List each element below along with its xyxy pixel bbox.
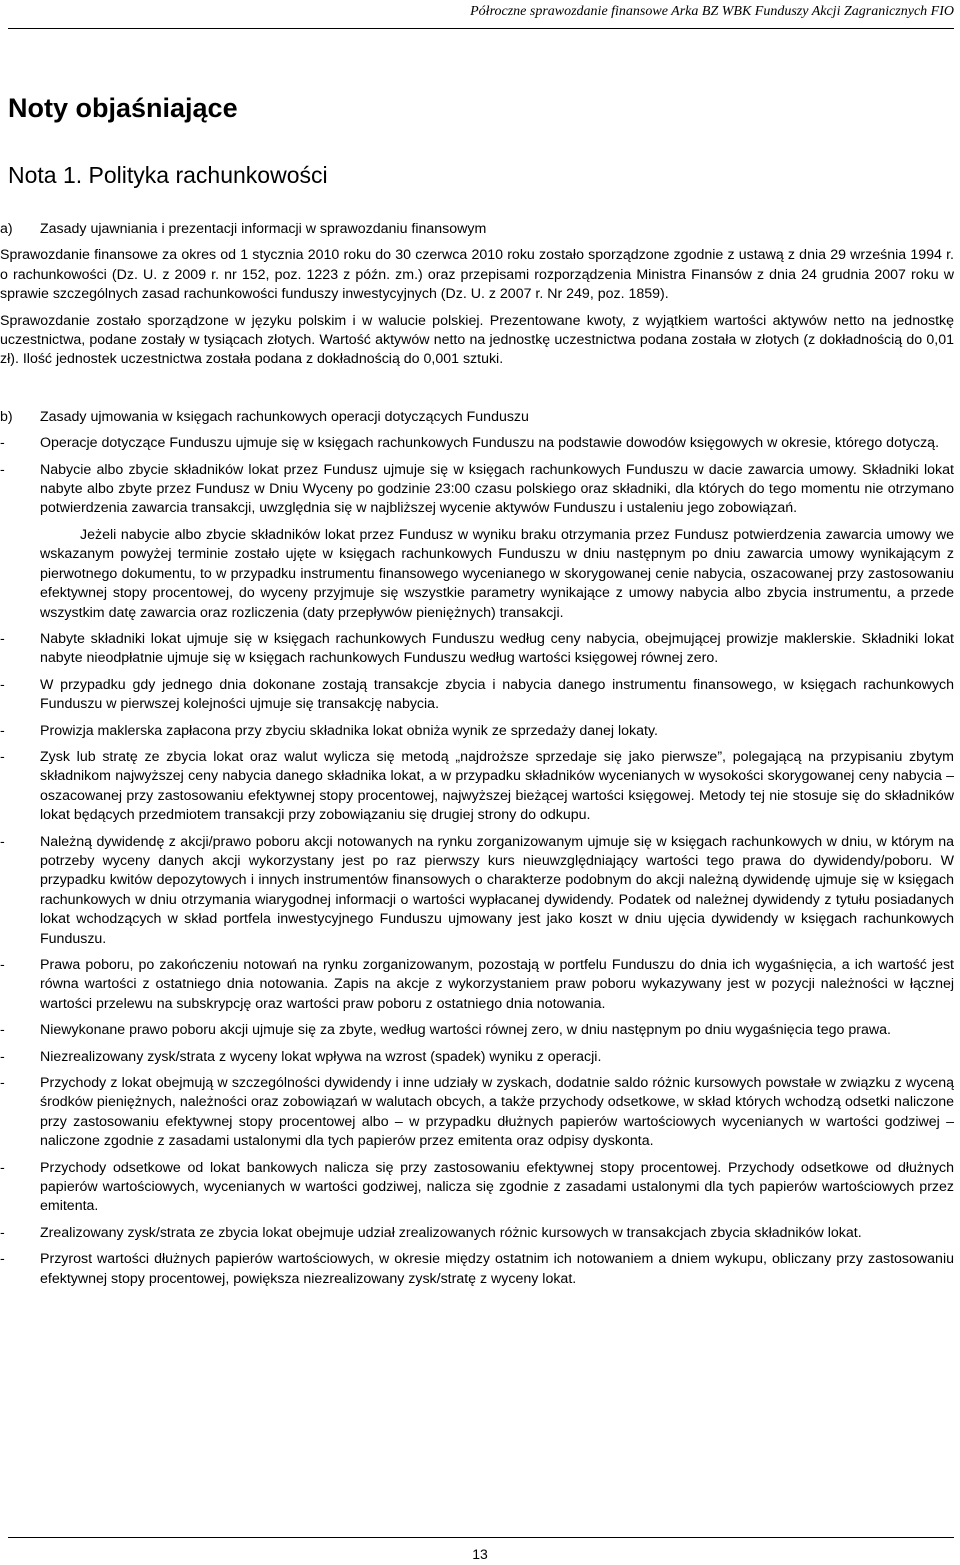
- list-item-text: Prowizja maklerska zapłacona przy zbyciu składnika lokat obniża wynik ze sprzedaży danej lokaty.: [40, 722, 658, 739]
- list-item: [0, 1048, 954, 1067]
- section-b-letter: b): [0, 408, 13, 425]
- section-a: [0, 220, 954, 370]
- list-item: [0, 461, 954, 623]
- list-item: [0, 1159, 954, 1217]
- list-item: [0, 1224, 954, 1243]
- list-marker: -: [0, 435, 5, 452]
- list-item-text: Niewykonane prawo poboru akcji ujmuje się za zbyte, według wartości równej zero, w dniu następnym po dniu wygaśnięcia tego prawa.: [40, 1022, 891, 1039]
- list-marker: -: [0, 748, 5, 765]
- footer-divider: [8, 1537, 954, 1538]
- header-divider: [8, 28, 954, 29]
- policy-list: [0, 434, 954, 1289]
- list-item-text: W przypadku gdy jednego dnia dokonane zostają transakcje zbycia i nabycia danego instrumentu finansowego, w księgach rachunkowych Funduszu w pierwszej kolejności ujmuje się transakcję nabycia.: [40, 676, 954, 713]
- section-a-letter: a): [0, 221, 13, 237]
- section-a-paragraph: Sprawozdanie zostało sporządzone w języku polskim i w walucie polskiej. Prezentowane kwoty, z wyjątkiem wartości aktywów netto na jednostkę uczestnictwa, podane zostały w tysiącach złotych. Wartość aktywów netto na jednostkę uczestnictwa podana została w złotych (z dokładnością do 0,01 zł). Ilość jednostek uczestnictwa została podana z dokładnością do 0,001 sztuki.: [0, 312, 954, 368]
- list-marker: -: [0, 1075, 5, 1092]
- list-marker: -: [0, 1251, 5, 1268]
- list-item-text: Przychody odsetkowe od lokat bankowych nalicza się przy zastosowaniu efektywnej stopy procentowej. Przychody odsetkowe od dłużnych papierów wartościowych, wycenianych w wartości godziwej, nalicza się zgodnie z zasadami ustalonymi dla tych papierów wartościowych przez emitenta.: [40, 1159, 954, 1215]
- section-a-title: Zasady ujawniania i prezentacji informacji w sprawozdaniu finansowym: [40, 221, 487, 237]
- list-item-text: Prawa poboru, po zakończeniu notowań na rynku zorganizowanym, pozostają w portfelu Funduszu do dnia ich wygaśnięcia, a ich wartość jest równa wartości z ostatniego dnia notowania. Zapis na akcje z wykorzystaniem praw poboru wykazywany jest w pozycji należności w łącznej wartości przelewu na subskrypcję oraz wartości praw poboru z ostatniego dnia notowania.: [40, 957, 954, 1012]
- list-item-text: Zysk lub stratę ze zbycia lokat oraz walut wylicza się metodą „najdroższe sprzedaje się jako pierwsze”, polegającą na przypisaniu zbytym składnikom najwyższej ceny nabycia danego składnika lokat, a w przypadku składników wycenianych w wysokości skorygowanej ceny nabycia – oszacowanej przy zastosowaniu efektywnej stopy procentowej, najwyższej bieżącej wartości księgowej. Metody tej nie stosuje się do składników lokat będących przedmiotem transakcji przy zobowiązaniu się drugiej strony do odkupu.: [40, 748, 954, 824]
- list-item: [0, 676, 954, 715]
- list-marker: -: [0, 722, 5, 739]
- running-header: Półroczne sprawozdanie finansowe Arka BZ WBK Funduszy Akcji Zagranicznych FIO: [470, 4, 954, 19]
- document-body: [0, 220, 954, 1289]
- page-title: Noty objaśniające: [8, 93, 238, 123]
- section-b: [0, 408, 954, 1289]
- list-item: [0, 956, 954, 1014]
- list-marker: -: [0, 461, 5, 478]
- list-item: [0, 1250, 954, 1289]
- list-item-text: Zrealizowany zysk/strata ze zbycia lokat obejmuje udział zrealizowanych różnic kursowych w transakcjach zbycia składników lokat.: [40, 1224, 862, 1241]
- list-marker: -: [0, 630, 5, 647]
- list-item-text: Należną dywidendę z akcji/prawo poboru akcji notowanych na rynku zorganizowanym ujmuje się w księgach rachunkowych w dniu, w którym na potrzeby wyceny danych akcji wykorzystany jest po raz pierwszy kurs nieuwzględniający wartości tego prawa do dywidendy/poboru. W przypadku kwitów depozytowych i innych instrumentów finansowych o charakterze podobnym do akcji należną dywidendę ujmuje się w księgach rachunkowych w dniu otrzymania wiarygodnej informacji o wartości wypłacanej dywidendy. Podatek od należnej dywidendy z tytułu posiadanych lokat wchodzących w skład portfela inwestycyjnego Funduszu ujmowany jest jako koszt w dniu ujęcia dywidendy w księgach rachunkowych Funduszu.: [40, 833, 954, 947]
- section-b-title: Zasady ujmowania w księgach rachunkowych operacji dotyczących Funduszu: [40, 408, 529, 425]
- list-marker: -: [0, 1022, 5, 1039]
- list-item: [0, 722, 954, 741]
- note-title: Nota 1. Polityka rachunkowości: [8, 162, 328, 188]
- list-marker: -: [0, 1159, 5, 1176]
- list-item-text: Niezrealizowany zysk/strata z wyceny lokat wpływa na wzrost (spadek) wyniku z operacji.: [40, 1048, 602, 1065]
- list-item: [0, 630, 954, 669]
- list-marker: -: [0, 1224, 5, 1241]
- list-marker: -: [0, 957, 5, 973]
- section-b-heading: [0, 408, 954, 427]
- list-marker: -: [0, 1048, 5, 1065]
- list-marker: -: [0, 676, 5, 693]
- list-item-text: Nabyte składniki lokat ujmuje się w księgach rachunkowych Funduszu według ceny nabycia, obejmującej prowizje maklerskie. Składniki lokat nabyte nieodpłatnie ujmuje się w księgach rachunkowych Funduszu według wartości księgowej równej zero.: [40, 630, 954, 667]
- list-item: [0, 434, 954, 453]
- list-item-text: Operacje dotyczące Funduszu ujmuje się w księgach rachunkowych Funduszu na podstawie dowodów księgowych w okresie, którego dotyczą.: [40, 435, 940, 452]
- list-item-subparagraph: Jeżeli nabycie albo zbycie składników lokat przez Fundusz w wyniku braku otrzymania przez Fundusz potwierdzenia zawarcia umowy we wskazanym powyżej terminie zostało ujęte w księgach rachunkowych Funduszu w dniu następnym po dniu zawarcia umowy wynikającym z pierwotnego dokumentu, to w przypadku instrumentu finansowego wycenianego w skorygowanej cenie nabycia, oszacowanej przy zastosowaniu efektywnej stopy procentowej, do wyceny przyjmuje się wszystkie parametry wynikające z umowy nabycia albo zbycia instrumentu, a przede wszystkim datę zawarcia oraz rozliczenia (daty przepływów pieniężnych) transakcji.: [40, 526, 954, 621]
- section-a-heading: [0, 220, 954, 239]
- list-item: [0, 748, 954, 826]
- list-item-text: Nabycie albo zbycie składników lokat przez Fundusz ujmuje się w księgach rachunkowych Funduszu w dacie zawarcia umowy. Składniki lokat nabyte albo zbyte przez Fundusz w Dniu Wyceny po godzinie 23:00 czasu polskiego oraz składniki, dla których do tego momentu nie otrzymano potwierdzenia zawarcia transakcji, uwzględnia się w najbliższej wycenie aktywów Funduszu i ustaleniu jego zobowiązań.: [40, 461, 954, 517]
- list-item-text: Przyrost wartości dłużnych papierów wartościowych, w okresie między ostatnim ich notowaniem a dniem wykupu, obliczany przy zastosowaniu efektywnej stopy procentowej, powiększa niezrealizowany zysk/stratę z wyceny lokat.: [40, 1251, 954, 1287]
- list-item: [0, 833, 954, 949]
- list-item-text: Przychody z lokat obejmują w szczególności dywidendy i inne udziały w zyskach, dodatnie saldo różnic kursowych powstałe w związku z wyceną środków pieniężnych, należności oraz zobowiązań w walutach obcych, a także przychody odsetkowe, w skład których wchodzą odsetki naliczone przy zastosowaniu efektywnej stopy procentowej albo – w przypadku dłużnych papierów wartościowych wycenianych w wartości godziwej – naliczone zgodnie z zasadami ustalonymi dla tych papierów przez emitenta oraz odpisy dyskonta.: [40, 1075, 954, 1150]
- section-a-paragraph: Sprawozdanie finansowe za okres od 1 stycznia 2010 roku do 30 czerwca 2010 roku zostało sporządzone zgodnie z ustawą z dnia 29 września 1994 r. o rachunkowości (Dz. U. z 2009 r. nr 152, poz. 1223 z późn. zm.) oraz przepisami rozporządzenia Ministra Finansów z dnia 24 grudnia 2007 roku w sprawie szczególnych zasad rachunkowości funduszy inwestycyjnych (Dz. U. z 2007 r. Nr 249, poz. 1859).: [0, 247, 954, 303]
- list-item: [0, 1021, 954, 1040]
- list-marker: -: [0, 833, 5, 850]
- page-number: 13: [472, 1546, 488, 1562]
- list-item: [0, 1074, 954, 1152]
